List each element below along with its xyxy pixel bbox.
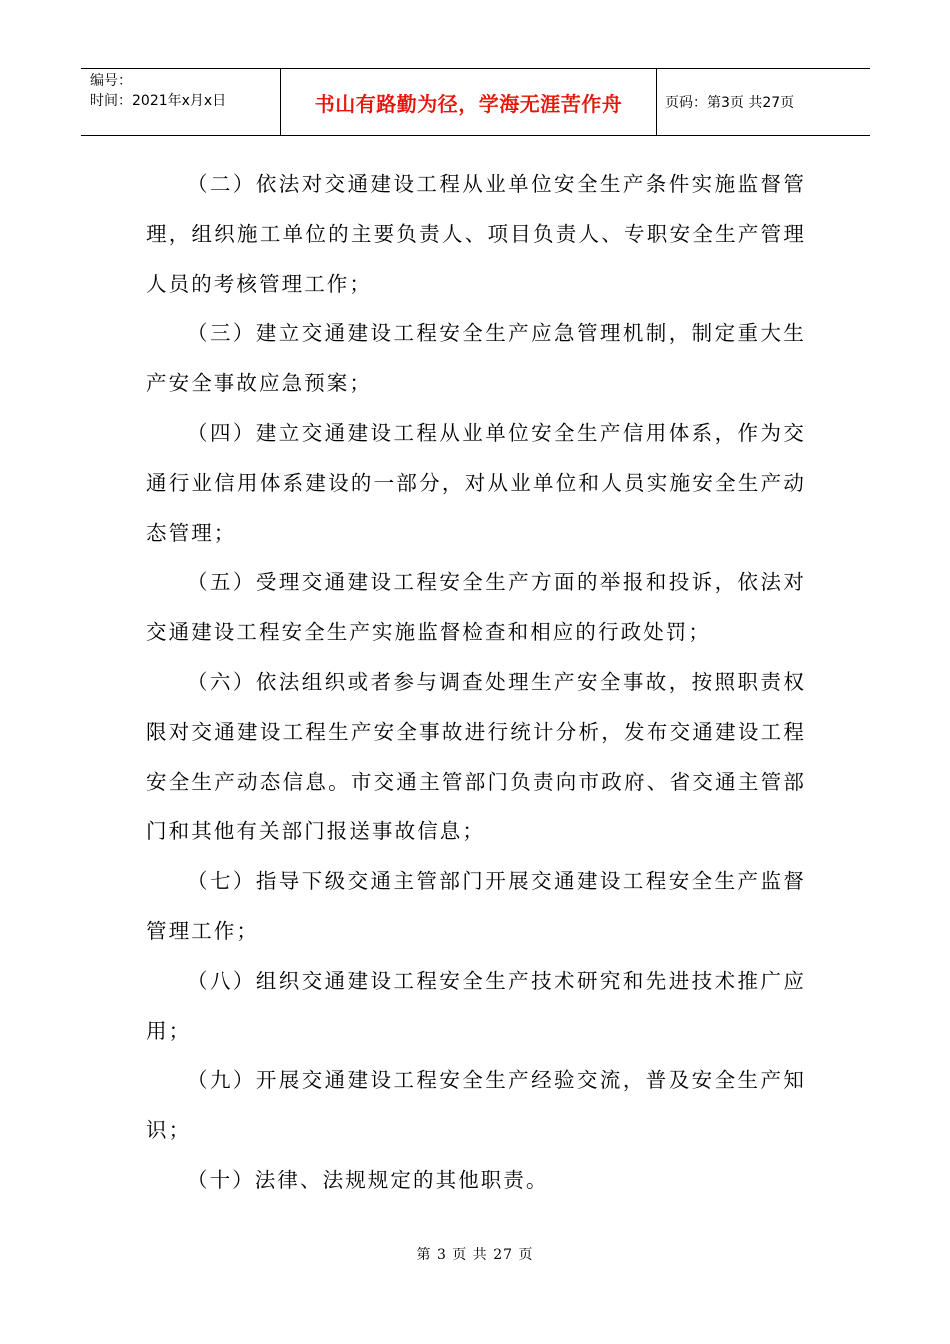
- paragraph-duty-5: （五）受理交通建设工程安全生产方面的举报和投诉，依法对交通建设工程安全生产实施监督检查和相应的行政处罚；: [146, 570, 806, 645]
- page-footer: [0, 1244, 950, 1264]
- date-label: 时间：2021年x月x日: [90, 93, 227, 109]
- page-code-label: 页码：第3页 共27页: [665, 95, 795, 111]
- paragraph-duty-3: （三）建立交通建设工程安全生产应急管理机制，制定重大生产安全事故应急预案；: [146, 321, 806, 396]
- header-info-cell: [81, 69, 281, 135]
- paragraph-duty-9: （九）开展交通建设工程安全生产经验交流，普及安全生产知识；: [146, 1068, 806, 1143]
- page-header: [81, 68, 870, 136]
- serial-number-label: 编号：: [90, 73, 132, 89]
- motto-text: 书山有路勤为径，学海无涯苦作舟: [314, 91, 623, 116]
- header-page-cell: [657, 69, 870, 135]
- paragraph-duty-8: （八）组织交通建设工程安全生产技术研究和先进技术推广应用；: [146, 968, 806, 1043]
- document-body: [146, 160, 806, 1206]
- paragraph-duty-4: （四）建立交通建设工程从业单位安全生产信用体系，作为交通行业信用体系建设的一部分，对从业单位和人员实施安全生产动态管理；: [146, 420, 806, 545]
- paragraph-duty-6: （六）依法组织或者参与调查处理生产安全事故，按照职责权限对交通建设工程生产安全事故进行统计分析，发布交通建设工程安全生产动态信息。市交通主管部门负责向市政府、省交通主管部门和其他有关部门报送事故信息；: [146, 669, 806, 844]
- paragraph-duty-10: （十）法律、法规规定的其他职责。: [187, 1167, 549, 1192]
- paragraph-duty-2: （二）依法对交通建设工程从业单位安全生产条件实施监督管理，组织施工单位的主要负责人、项目负责人、专职安全生产管理人员的考核管理工作；: [146, 172, 806, 296]
- page-number: 第 3 页 共 27 页: [416, 1247, 534, 1263]
- paragraph-duty-7: （七）指导下级交通主管部门开展交通建设工程安全生产监督管理工作；: [146, 869, 806, 943]
- header-motto-cell: [281, 69, 657, 135]
